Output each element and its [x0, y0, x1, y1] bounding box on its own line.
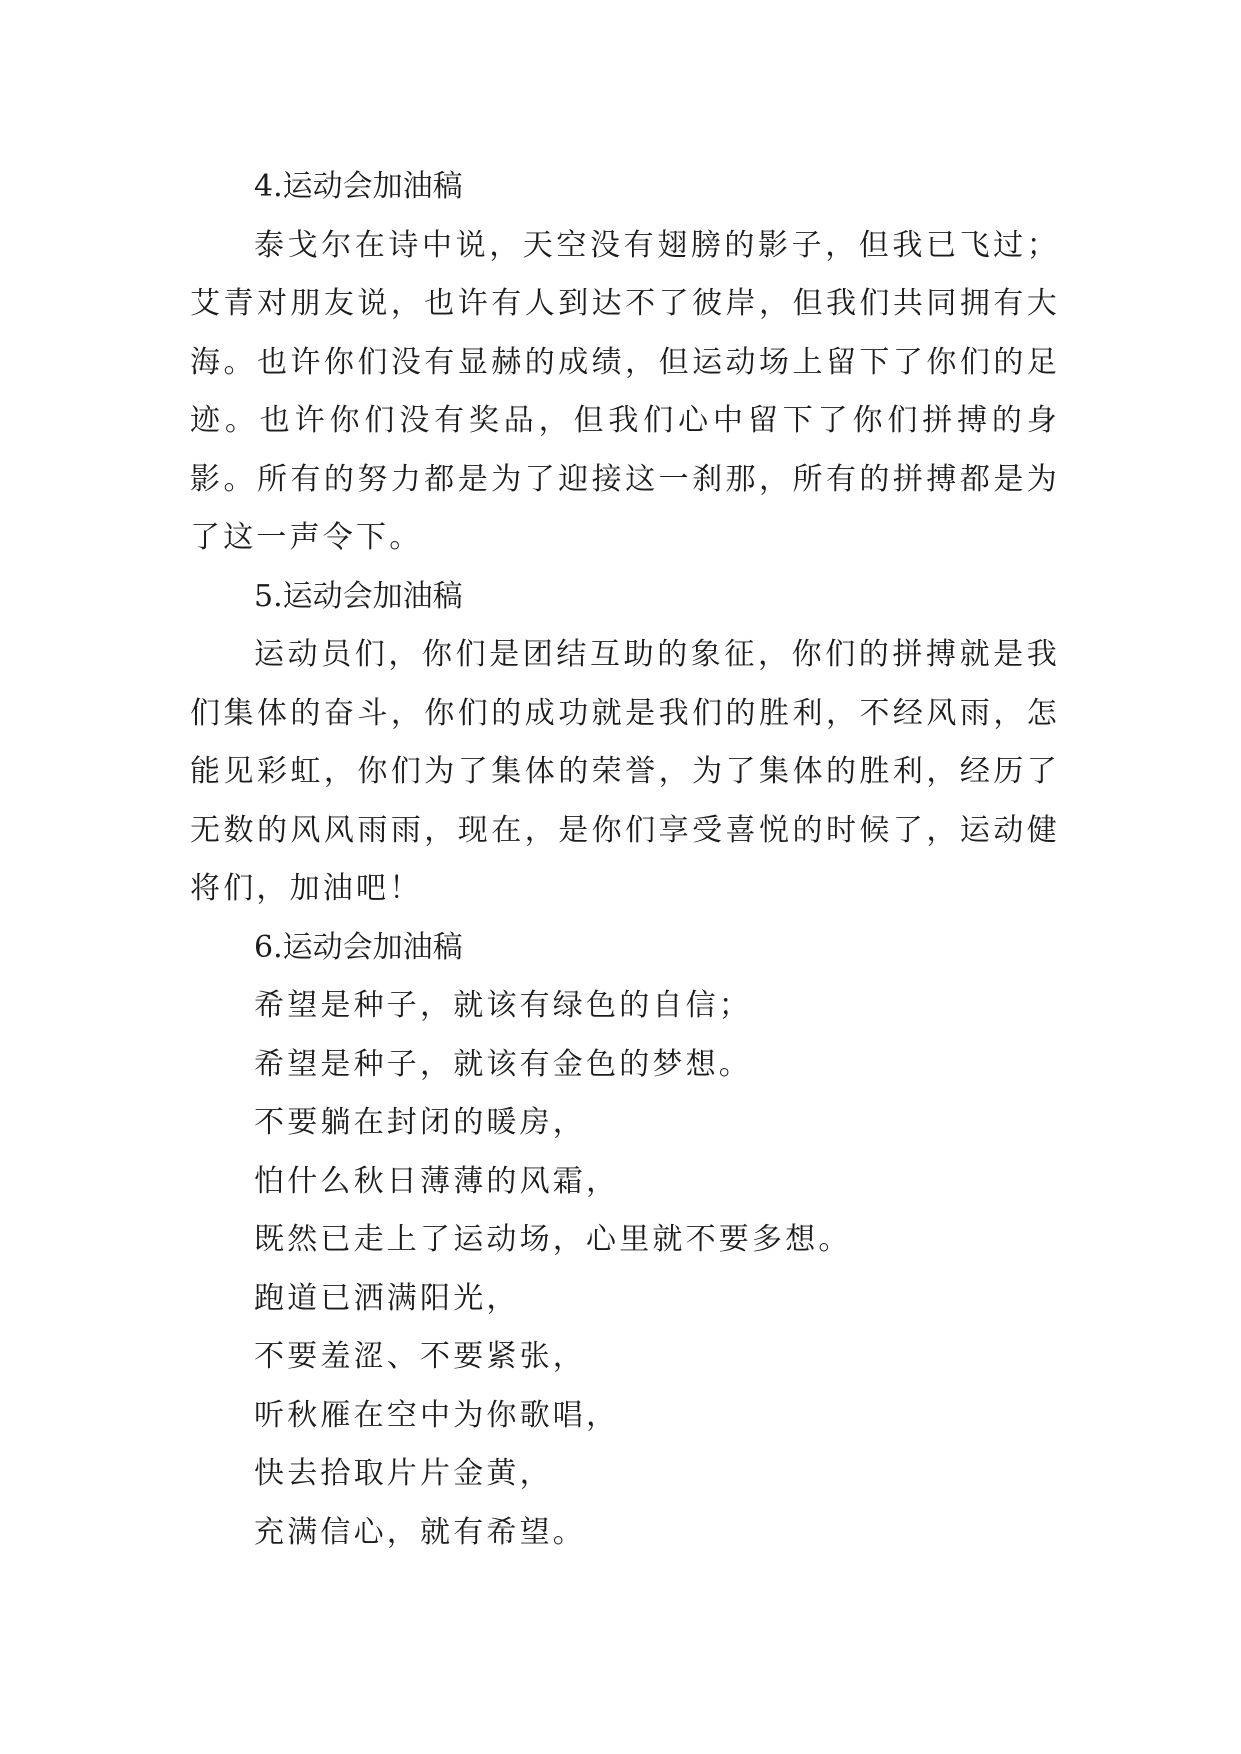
document-body — [190, 158, 1060, 1562]
section-heading-4: 4.运动会加油稿 — [254, 169, 463, 204]
poem-line: 不要羞涩、不要紧张， — [254, 1339, 586, 1374]
poem-line: 希望是种子，就该有绿色的自信； — [254, 988, 752, 1023]
poem-line: 快去拾取片片金黄， — [254, 1456, 553, 1491]
poem-line: 充满信心，就有希望。 — [254, 1514, 586, 1550]
section-paragraph-5: 运动员们，你们是团结互助的象征，你们的拼搏就是我们集体的奋斗，你们的成功就是我们的胜利，不经风雨，怎能见彩虹，你们为了集体的荣誉，为了集体的胜利，经历了无数的风风雨雨，现在，是你们享受喜悦的时候了，运动健将们，加油吧！ — [190, 637, 1060, 906]
poem-line: 听秋雁在空中为你歌唱， — [254, 1397, 620, 1433]
section-heading-5: 5.运动会加油稿 — [254, 578, 463, 614]
poem-line: 不要躺在封闭的暖房， — [254, 1105, 586, 1140]
poem-line: 既然已走上了运动场，心里就不要多想。 — [254, 1222, 852, 1257]
section-heading-6: 6.运动会加油稿 — [254, 929, 463, 965]
poem-line: 跑道已洒满阳光， — [254, 1280, 520, 1316]
section-paragraph-4: 泰戈尔在诗中说，天空没有翅膀的影子，但我已飞过；艾青对朋友说，也许有人到达不了彼岸，但我们共同拥有大海。也许你们没有显赫的成绩，但运动场上留下了你们的足迹。也许你们没有奖品，但我们心中留下了你们拼搏的身影。所有的努力都是为了迎接这一刹那，所有的拼搏都是为了这一声令下。 — [190, 227, 1060, 555]
poem-line: 希望是种子，就该有金色的梦想。 — [254, 1046, 752, 1082]
poem-line: 怕什么秋日薄薄的风霜， — [254, 1163, 620, 1199]
